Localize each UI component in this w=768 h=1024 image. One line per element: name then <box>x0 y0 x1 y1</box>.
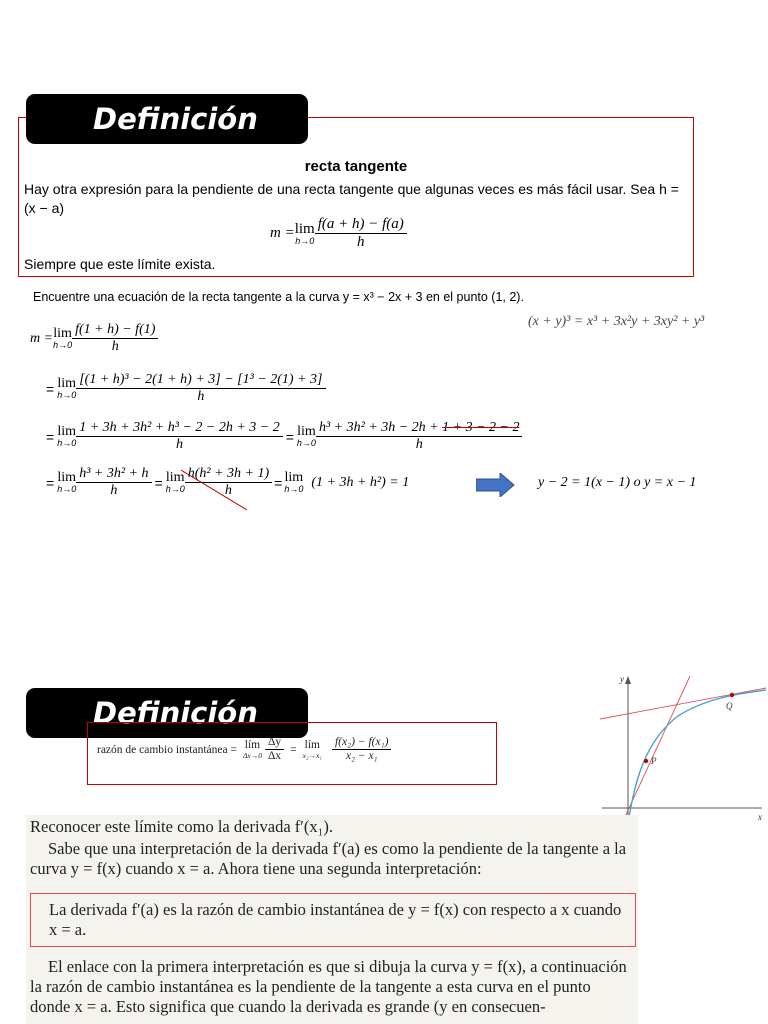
rate-lim-sub-2: x₂→x₁ <box>302 750 322 760</box>
book-paragraph-1: Sabe que una interpretación de la derivada f′(a) es como la pendiente de la tangente a la curva y = f(x) cuando x = a. Ahora tiene una segunda interpretación: <box>30 839 627 878</box>
formula-lim-word: lim <box>294 220 315 237</box>
point-q <box>730 693 734 697</box>
line1-numerator: f(1 + h) − f(1) <box>72 322 158 339</box>
lim-sub: h→0 <box>57 484 77 495</box>
tangent-line-flat <box>600 688 766 719</box>
line2-lim <box>57 377 76 400</box>
line3-eq: = <box>46 428 55 445</box>
lim-word: lim <box>57 424 77 440</box>
point-p-label: P <box>651 756 657 766</box>
formula-numerator: f(a + h) − f(a) <box>315 216 407 234</box>
lim-sub: h→0 <box>296 438 316 449</box>
line4-fraction-a <box>76 466 151 499</box>
y-axis-label: y <box>620 674 624 684</box>
definition-badge-1 <box>26 94 308 144</box>
formula-denominator: h <box>357 234 365 251</box>
rate-lim-sub-1: Δx→0 <box>242 750 262 760</box>
line3-numerator-a: 1 + 3h + 3h² + h³ − 2 − 2h + 3 − 2 <box>76 420 283 437</box>
line1-fraction <box>72 322 158 355</box>
definition-footer: Siempre que este límite exista. <box>24 256 216 272</box>
rate-lim-1 <box>243 740 262 759</box>
binomial-identity: (x + y)³ = x³ + 3x²y + 3xy² + y³ <box>528 314 705 329</box>
line3-cancelled-terms: 1 + 3 − 2 − 2 <box>442 420 520 435</box>
line3-numerator-b-text: h³ + 3h² + 3h − 2h + <box>318 420 443 435</box>
line4-fraction-b <box>185 466 272 499</box>
line3-denominator-a: h <box>175 437 183 453</box>
line4-denominator-a: h <box>110 483 118 499</box>
book-paragraph-2: El enlace con la primera interpretación es que si dibuja la curva y = f(x), a continuación la razón de cambio instantánea es la pendiente de la tangente a esta curva en el punto donde x = a. Esto significa que cuando la derivada es grande (y en consecuen- <box>30 957 627 1016</box>
definition-formula <box>270 216 407 252</box>
line4-eq-2: = <box>154 474 163 491</box>
lim-word: lim <box>165 470 185 486</box>
example-line-2 <box>46 372 326 405</box>
line4-numerator-a: h³ + 3h² + h <box>76 466 151 483</box>
lim-sub: h→0 <box>284 484 304 495</box>
lim-word: lim <box>57 470 77 486</box>
book-line-1: Reconocer este límite como la derivada f′(x₁). <box>30 817 334 836</box>
line4-eq: = <box>46 474 55 491</box>
formula-fraction <box>315 216 407 252</box>
line3-numerator-b <box>316 420 523 437</box>
example-line-1 <box>30 322 158 355</box>
lim-sub: h→0 <box>53 340 73 351</box>
arrow-right-icon <box>476 473 516 497</box>
rate-fraction-1-den: Δx <box>267 750 282 763</box>
rate-fraction-2-den: x₂ − x₁ <box>345 750 378 763</box>
line1-denominator: h <box>111 339 119 355</box>
rate-lim-word-2: lím <box>304 739 320 752</box>
point-q-label: Q <box>726 701 733 711</box>
line2-eq: = <box>46 380 55 397</box>
line2-fraction <box>76 372 325 405</box>
lim-word: lim <box>284 470 304 486</box>
rate-fraction-1-num: Δy <box>265 736 284 750</box>
rate-eq: = <box>290 743 297 756</box>
line4-lim-a <box>57 471 76 494</box>
formula-lim <box>295 222 315 246</box>
cancel-strike <box>181 468 251 512</box>
line1-lhs: m = <box>30 330 54 346</box>
rate-lim-word-1: lím <box>244 739 261 752</box>
formula-lhs: m = <box>270 225 295 242</box>
curve <box>626 690 766 836</box>
rate-fraction-2 <box>332 736 391 763</box>
rate-fraction-1 <box>265 736 284 763</box>
line3-fraction-b <box>316 420 523 453</box>
line2-denominator: h <box>197 389 205 405</box>
line3-lim-a <box>57 425 76 448</box>
lim-sub: h→0 <box>165 484 185 495</box>
rate-fraction-2-num: f(x₂) − f(x₁) <box>332 736 391 750</box>
definition-badge-1-label: Definición <box>93 102 258 136</box>
formula-lim-sub: h→0 <box>295 235 315 246</box>
secant-line-steep <box>618 676 690 832</box>
example-line-3 <box>46 420 522 453</box>
line1-lim <box>53 327 72 350</box>
point-p <box>644 759 648 763</box>
line4-tail: (1 + 3h + h²) = 1 <box>311 474 410 490</box>
rate-lim-2 <box>303 740 322 759</box>
definition-subtitle: recta tangente <box>304 158 408 175</box>
example-line-4 <box>46 466 409 499</box>
line3-eq-2: = <box>285 428 294 445</box>
example-prompt: Encuentre una ecuación de la recta tangente a la curva y = x³ − 2x + 3 en el punto (1, 2). <box>33 290 524 304</box>
rate-formula-label: razón de cambio instantánea = <box>97 743 237 756</box>
line4-lim-c <box>284 471 303 494</box>
definition-badge-2-label: Definición <box>93 696 258 730</box>
lim-word: lim <box>297 424 316 440</box>
lim-word: lim <box>57 376 77 392</box>
lim-word: lim <box>53 326 72 342</box>
rate-formula <box>97 736 391 763</box>
y-axis-arrow <box>625 676 631 684</box>
line2-numerator: [(1 + h)³ − 2(1 + h) + 3] − [1³ − 2(1) + 3] <box>76 372 325 389</box>
line4-eq-3: = <box>274 474 283 491</box>
lim-sub: h→0 <box>57 390 77 401</box>
x-axis-label: x <box>758 812 762 822</box>
definition-body: Hay otra expresión para la pendiente de una recta tangente que algunas veces es más fácil usar. Sea h = (x − a) <box>24 181 679 216</box>
book-boxed-statement: La derivada f′(a) es la razón de cambio instantánea de y = f(x) con respecto a x cuando x = a. <box>30 893 636 947</box>
line4-numerator-b: h(h² + 3h + 1) <box>185 466 272 483</box>
line3-lim-b <box>297 425 316 448</box>
lim-sub: h→0 <box>57 438 77 449</box>
line3-denominator-b: h <box>415 437 423 453</box>
tangent-line-result: y − 2 = 1(x − 1) o y = x − 1 <box>538 475 697 490</box>
line4-denominator-b: h <box>224 483 232 499</box>
line3-fraction-a <box>76 420 283 453</box>
book-excerpt <box>26 815 638 1024</box>
